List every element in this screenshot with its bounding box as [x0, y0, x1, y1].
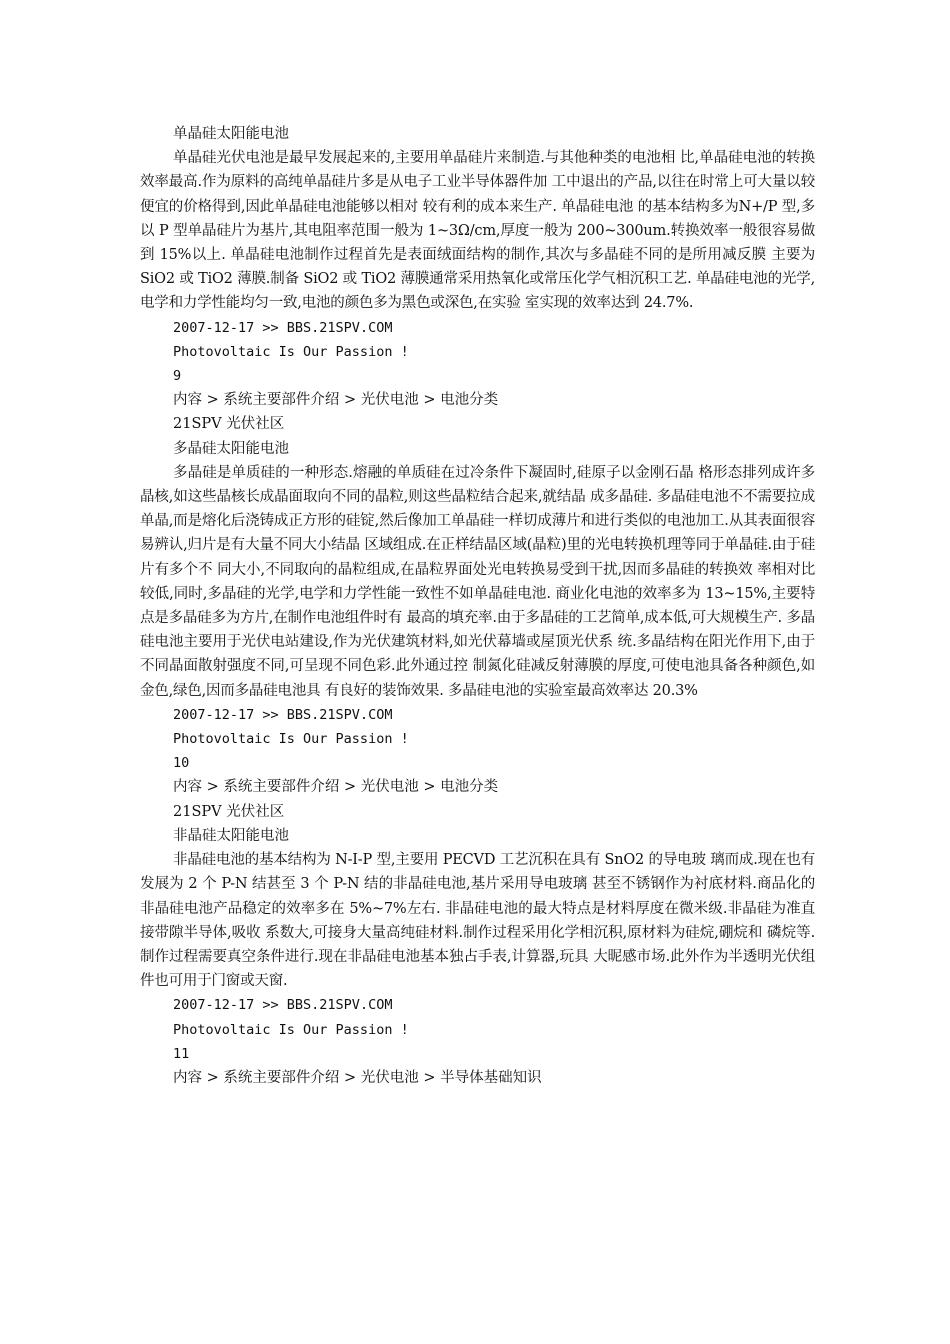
section-body: 多晶硅是单质硅的一种形态.熔融的单质硅在过冷条件下凝固时,硅原子以金刚石晶 格形态排列成许多晶核,如这些晶核长成晶面取向不同的晶粒,则这些晶粒结合起来,就结晶 成多晶硅. 多晶硅电池不不需要拉成单晶,而是熔化后浇铸成正方形的硅锭,然后像加工单晶硅一样切成薄片和进行类似的电池加工.从其表面很容易辨认,归片是有大量不同大小结晶 区域组成.在正样结晶区域(晶粒)里的光电转换机理等同于单晶硅.由于硅片有多个不 同大小,不同取向的晶粒组成,在晶粒界面处光电转换易受到干扰,因而多晶硅的转换效 率相对比较低,同时,多晶硅的光学,电学和力学性能一致性不如单晶硅电池. 商业化电池的效率多为 13~15%,主要特点是多晶硅多为方片,在制作电池组件时有 最高的填充率.由于多晶硅的工艺简单,成本低,可大规模生产. 多晶硅电池主要用于光伏电站建设,作为光伏建筑材料,如光伏幕墙或屋顶光伏系 统.多晶结构在阳光作用下,由于不同晶面散射强度不同,可呈现不同色彩.此外通过控 制氮化硅减反射薄膜的厚度,可使电池具备各种颜色,如金色,绿色,因而多晶硅电池具 有良好的装饰效果. 多晶硅电池的实验室最高效率达 20.3% — [140, 464, 815, 699]
date-line: 2007-12-17 >> BBS.21SPV.COM — [173, 319, 393, 336]
section-title: 单晶硅太阳能电池 — [173, 126, 289, 142]
community-name: 21SPV 光伏社区 — [173, 416, 285, 433]
breadcrumb: 内容 > 系统主要部件介绍 > 光伏电池 > 半导体基础知识 — [173, 1069, 542, 1086]
page-number: 9 — [173, 368, 182, 385]
page-number: 10 — [173, 755, 190, 772]
slogan: Photovoltaic Is Our Passion ! — [173, 731, 409, 748]
breadcrumb: 内容 > 系统主要部件介绍 > 光伏电池 > 电池分类 — [173, 779, 499, 796]
document-page — [140, 122, 815, 1090]
section-title: 多晶硅太阳能电池 — [173, 440, 289, 457]
section-title: 非晶硅太阳能电池 — [173, 827, 289, 844]
section-body: 单晶硅光伏电池是最早发展起来的,主要用单晶硅片来制造.与其他种类的电池相 比,单晶硅电池的转换效率最高.作为原料的高纯单晶硅片多是从电子工业半导体器件加 工中退出的产品,以往在时常上可大量以较便宜的价格得到,因此单晶硅电池能够以相对 较有利的成本来生产. 单晶硅电池 的基本结构多为N+/P 型,多以 P 型单晶硅片为基片,其电阻率范围一般为 1~3Ω/cm,厚度一般为 200~300um.转换效率一般很容易做到 15%以上. 单晶硅电池制作过程首先是表面绒面结构的制作,其次与多晶硅不同的是所用减反膜 主要为 SiO2 或 TiO2 薄膜.制备 SiO2 或 TiO2 薄膜通常采用热氧化或常压化学气相沉积工艺. 单晶硅电池的光学,电学和力学性能均匀一致,电池的颜色多为黑色或深色,在实验 室实现的效率达到 24.7%. — [140, 150, 815, 312]
section-body: 非晶硅电池的基本结构为 N-I-P 型,主要用 PECVD 工艺沉积在具有 SnO2 的导电玻 璃而成.现在也有发展为 2 个 P-N 结甚至 3 个 P-N 结的非晶硅电池,基片采用导电玻璃 甚至不锈钢作为衬底材料.商品化的非晶硅电池产品稳定的效率多在 5%~7%左右. 非晶硅电池的最大特点是材料厚度在微米级.非晶硅为准直接带隙半导体,吸收 系数大,可接身大量高纯硅材料.制作过程采用化学相沉积,原材料为硅烷,硼烷和 磷烷等.制作过程需要真空条件进行.现在非晶硅电池基本独占手表,计算器,玩具 大昵感市场.此外作为半透明光伏组件也可用于门窗或天窗. — [140, 852, 815, 990]
date-line: 2007-12-17 >> BBS.21SPV.COM — [173, 997, 393, 1014]
date-line: 2007-12-17 >> BBS.21SPV.COM — [173, 706, 393, 723]
page-number: 11 — [173, 1045, 190, 1062]
community-name: 21SPV 光伏社区 — [173, 803, 285, 820]
breadcrumb: 内容 > 系统主要部件介绍 > 光伏电池 > 电池分类 — [173, 392, 499, 409]
slogan: Photovoltaic Is Our Passion ! — [173, 343, 409, 360]
slogan: Photovoltaic Is Our Passion ! — [173, 1021, 409, 1038]
